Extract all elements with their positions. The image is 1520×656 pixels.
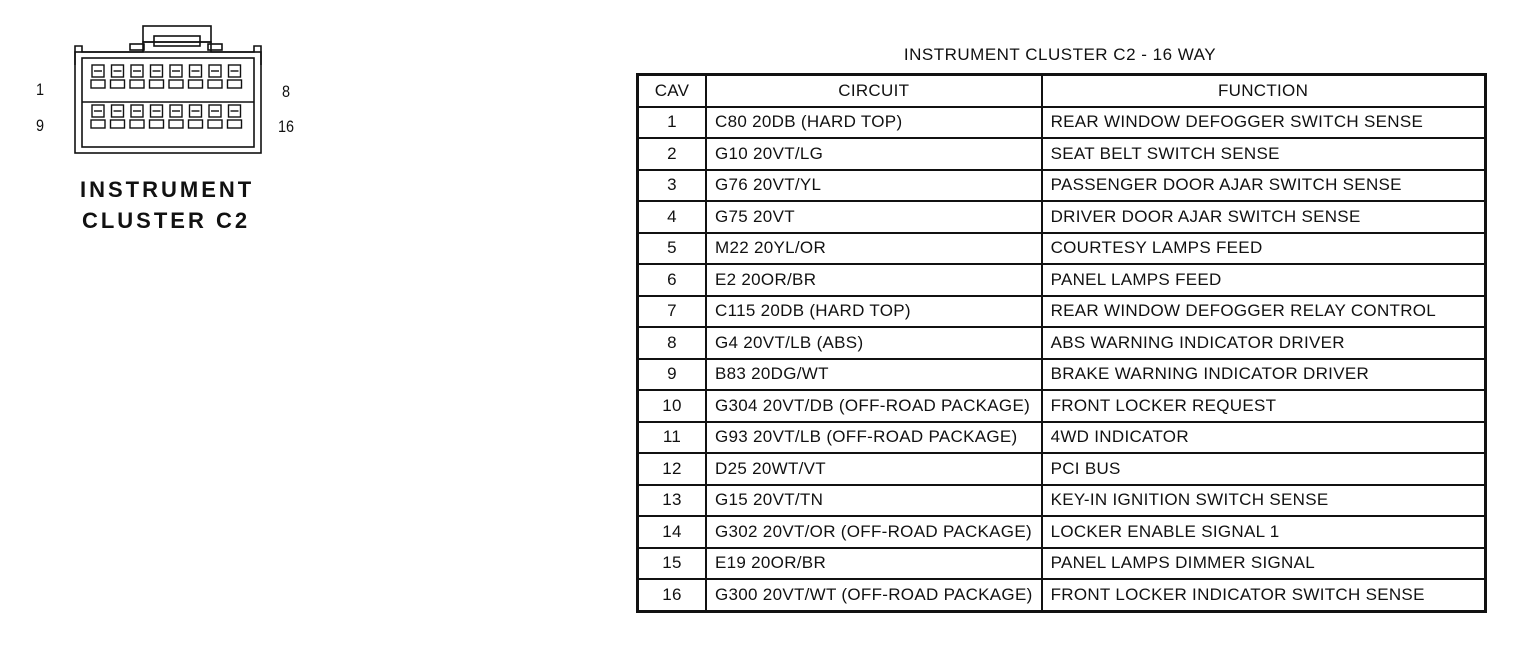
cell-circuit: G304 20VT/DB (OFF-ROAD PACKAGE) bbox=[706, 390, 1042, 422]
cell-circuit: G76 20VT/YL bbox=[706, 170, 1042, 202]
cell-circuit: E2 20OR/BR bbox=[706, 264, 1042, 296]
cell-cav: 8 bbox=[638, 327, 707, 359]
cell-function: FRONT LOCKER REQUEST bbox=[1042, 390, 1486, 422]
cell-cav: 4 bbox=[638, 201, 707, 233]
cell-function: 4WD INDICATOR bbox=[1042, 422, 1486, 454]
table-header-row bbox=[638, 75, 1486, 107]
table-row bbox=[638, 548, 1486, 580]
table-row bbox=[638, 579, 1486, 611]
header-circuit: CIRCUIT bbox=[706, 75, 1042, 107]
cell-function: PASSENGER DOOR AJAR SWITCH SENSE bbox=[1042, 170, 1486, 202]
table-row bbox=[638, 264, 1486, 296]
cell-function: ABS WARNING INDICATOR DRIVER bbox=[1042, 327, 1486, 359]
table-row bbox=[638, 170, 1486, 202]
bottom-row-cavity-3 bbox=[130, 105, 144, 128]
cell-function: PANEL LAMPS FEED bbox=[1042, 264, 1486, 296]
cell-function: LOCKER ENABLE SIGNAL 1 bbox=[1042, 516, 1486, 548]
cell-cav: 7 bbox=[638, 296, 707, 328]
connector-name-line-2: CLUSTER C2 bbox=[81, 208, 251, 233]
cell-cav: 6 bbox=[638, 264, 707, 296]
pinout-table bbox=[636, 73, 1487, 613]
pin-label-8: 8 bbox=[282, 82, 291, 101]
table-row bbox=[638, 201, 1486, 233]
connector-diagram bbox=[30, 20, 320, 233]
top-row-cavity-5 bbox=[169, 65, 183, 88]
cell-cav: 10 bbox=[638, 390, 707, 422]
table-row bbox=[638, 359, 1486, 391]
cell-cav: 3 bbox=[638, 170, 707, 202]
connector-face-drawing bbox=[30, 20, 320, 180]
bottom-row-cavity-6 bbox=[189, 105, 203, 128]
table-row bbox=[638, 516, 1486, 548]
cell-cav: 11 bbox=[638, 422, 707, 454]
cell-circuit: G93 20VT/LB (OFF-ROAD PACKAGE) bbox=[706, 422, 1042, 454]
bottom-row-cavity-4 bbox=[150, 105, 164, 128]
cell-function: SEAT BELT SWITCH SENSE bbox=[1042, 138, 1486, 170]
cell-cav: 12 bbox=[638, 453, 707, 485]
cell-function: DRIVER DOOR AJAR SWITCH SENSE bbox=[1042, 201, 1486, 233]
top-row-cavity-6 bbox=[189, 65, 203, 88]
cell-circuit: G75 20VT bbox=[706, 201, 1042, 233]
cell-circuit: B83 20DG/WT bbox=[706, 359, 1042, 391]
cell-circuit: G300 20VT/WT (OFF-ROAD PACKAGE) bbox=[706, 579, 1042, 611]
cell-circuit: G15 20VT/TN bbox=[706, 485, 1042, 517]
pin-label-9: 9 bbox=[36, 116, 45, 135]
table-row bbox=[638, 233, 1486, 265]
cell-function: PANEL LAMPS DIMMER SIGNAL bbox=[1042, 548, 1486, 580]
pin-label-16: 16 bbox=[278, 117, 295, 136]
cell-cav: 13 bbox=[638, 485, 707, 517]
cell-function: REAR WINDOW DEFOGGER RELAY CONTROL bbox=[1042, 296, 1486, 328]
table-row bbox=[638, 453, 1486, 485]
cell-function: KEY-IN IGNITION SWITCH SENSE bbox=[1042, 485, 1486, 517]
cell-circuit: G4 20VT/LB (ABS) bbox=[706, 327, 1042, 359]
top-row-cavity-7 bbox=[208, 65, 222, 88]
cell-function: PCI BUS bbox=[1042, 453, 1486, 485]
bottom-row-cavity-2 bbox=[111, 105, 125, 128]
bottom-row-cavity-1 bbox=[91, 105, 105, 128]
pin-label-1: 1 bbox=[36, 80, 45, 99]
header-function: FUNCTION bbox=[1042, 75, 1486, 107]
bottom-row-cavity-7 bbox=[208, 105, 222, 128]
header-cav: CAV bbox=[638, 75, 707, 107]
cell-cav: 16 bbox=[638, 579, 707, 611]
cell-circuit: D25 20WT/VT bbox=[706, 453, 1042, 485]
cell-cav: 15 bbox=[638, 548, 707, 580]
table-title: INSTRUMENT CLUSTER C2 - 16 WAY bbox=[903, 45, 1217, 64]
cell-function: REAR WINDOW DEFOGGER SWITCH SENSE bbox=[1042, 107, 1486, 139]
cell-cav: 5 bbox=[638, 233, 707, 265]
table-row bbox=[638, 485, 1486, 517]
cell-cav: 9 bbox=[638, 359, 707, 391]
cell-circuit: C80 20DB (HARD TOP) bbox=[706, 107, 1042, 139]
cell-cav: 2 bbox=[638, 138, 707, 170]
table-row bbox=[638, 296, 1486, 328]
connector-name-line-1: INSTRUMENT bbox=[80, 177, 255, 202]
cell-function: FRONT LOCKER INDICATOR SWITCH SENSE bbox=[1042, 579, 1486, 611]
top-row-cavity-8 bbox=[228, 65, 242, 88]
cell-cav: 14 bbox=[638, 516, 707, 548]
table-row bbox=[638, 138, 1486, 170]
cell-circuit: M22 20YL/OR bbox=[706, 233, 1042, 265]
table-row bbox=[638, 390, 1486, 422]
cell-function: BRAKE WARNING INDICATOR DRIVER bbox=[1042, 359, 1486, 391]
cell-function: COURTESY LAMPS FEED bbox=[1042, 233, 1486, 265]
bottom-row-cavity-5 bbox=[169, 105, 183, 128]
table-row bbox=[638, 107, 1486, 139]
cell-circuit: G302 20VT/OR (OFF-ROAD PACKAGE) bbox=[706, 516, 1042, 548]
top-row-cavity-3 bbox=[130, 65, 144, 88]
table-row bbox=[638, 327, 1486, 359]
cell-circuit: E19 20OR/BR bbox=[706, 548, 1042, 580]
connector-name bbox=[80, 174, 255, 236]
table-row bbox=[638, 422, 1486, 454]
cell-cav: 1 bbox=[638, 107, 707, 139]
top-row-cavity-2 bbox=[111, 65, 125, 88]
cell-circuit: G10 20VT/LG bbox=[706, 138, 1042, 170]
cell-circuit: C115 20DB (HARD TOP) bbox=[706, 296, 1042, 328]
top-row-cavity-4 bbox=[150, 65, 164, 88]
top-row-cavity-1 bbox=[91, 65, 105, 88]
bottom-row-cavity-8 bbox=[228, 105, 242, 128]
